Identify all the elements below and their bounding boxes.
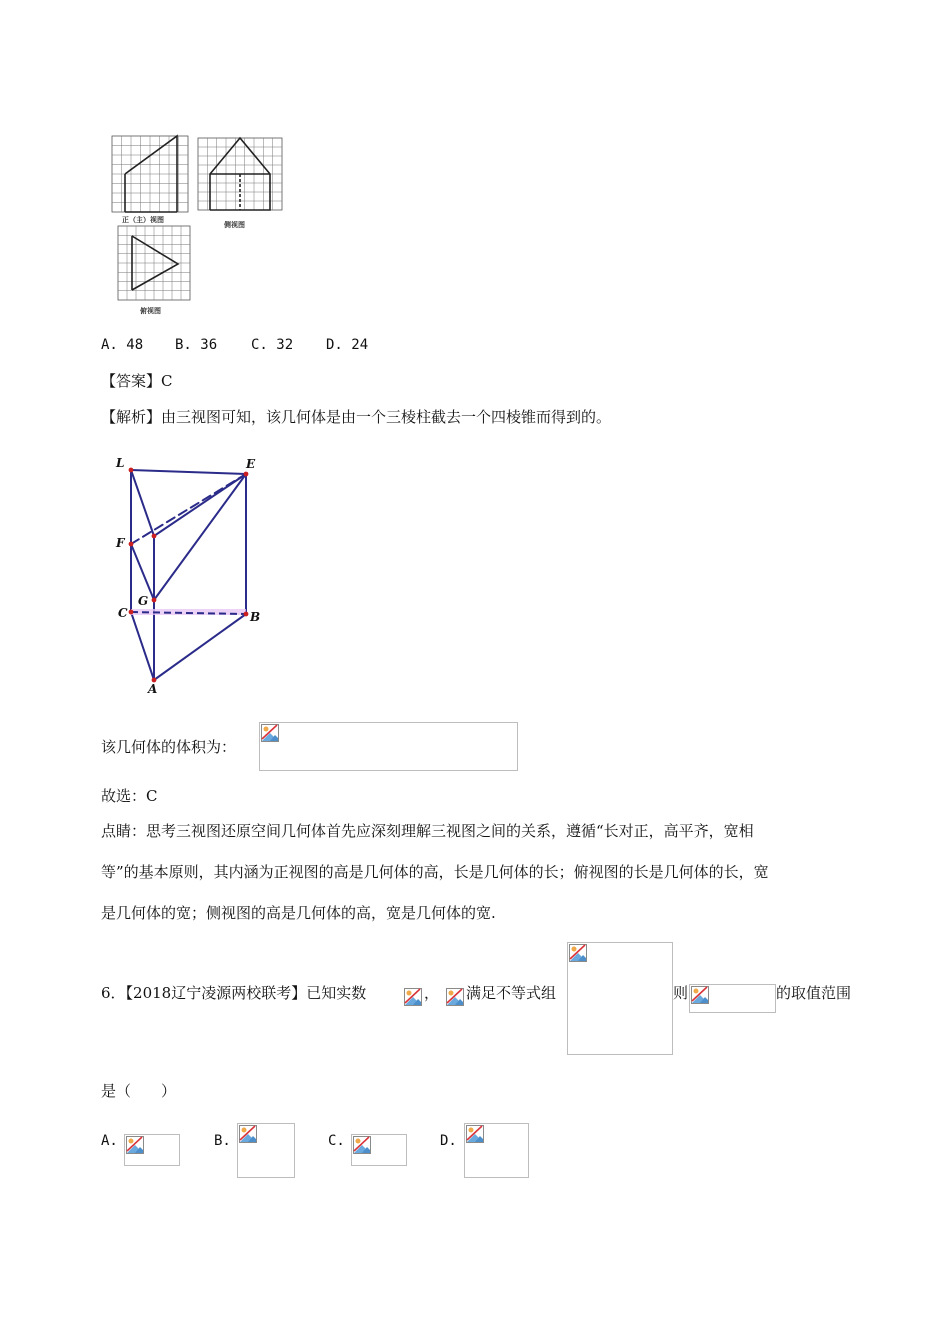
- point-label-E: E: [246, 457, 256, 471]
- volume-formula-image: [259, 722, 518, 771]
- point-label-C: C: [118, 606, 128, 620]
- q5-option-d: D. 24: [326, 337, 369, 353]
- q6-option-b-image: [237, 1123, 295, 1178]
- q6-mid: 满足不等式组: [466, 984, 557, 1002]
- top-view-caption: 俯视图: [140, 307, 161, 315]
- point-label-L: L: [116, 456, 125, 470]
- q6-prefix: 6．【2018辽宁凌源两校联考】已知实数: [101, 984, 367, 1002]
- side-view-caption: 侧视图: [224, 221, 245, 229]
- point-label-G: G: [138, 594, 149, 608]
- q6-option-a-label: A.: [101, 1133, 118, 1149]
- choose-line: 故选：C: [101, 787, 158, 805]
- broken-image-icon: [691, 986, 709, 1004]
- inequality-system-image: [567, 942, 673, 1055]
- broken-image-icon: [466, 1125, 484, 1143]
- q6-comma: ，: [424, 984, 440, 1002]
- point-label-A: A: [148, 682, 158, 696]
- var-x-image: [404, 988, 424, 1008]
- broken-image-icon: [126, 1136, 144, 1154]
- q6-option-b-label: B.: [214, 1133, 231, 1149]
- volume-text: 该几何体的体积为：: [101, 738, 237, 756]
- front-view-caption: 正（主）视图: [122, 216, 164, 224]
- point-label-F: F: [116, 536, 125, 550]
- var-y-image: [446, 988, 466, 1008]
- analysis-line: 【解析】由三视图可知，该几何体是由一个三棱柱截去一个四棱锥而得到的。: [101, 408, 612, 426]
- q6-option-c-label: C.: [328, 1133, 345, 1149]
- comment-line-3: 是几何体的宽；侧视图的高是几何体的高，宽是几何体的宽.: [101, 904, 496, 922]
- q6-option-a-image: [124, 1134, 180, 1166]
- three-view-figure: [100, 128, 298, 320]
- q6-option-d-label: D.: [440, 1133, 457, 1149]
- q5-option-a: A. 48: [101, 337, 144, 353]
- q5-option-c: C. 32: [251, 337, 294, 353]
- solid-drawing: [110, 452, 270, 702]
- broken-image-icon: [569, 944, 587, 962]
- q5-option-b: B. 36: [175, 337, 218, 353]
- target-expression-image: [689, 984, 776, 1013]
- comment-line-1: 点睛：思考三视图还原空间几何体首先应深刻理解三视图之间的关系，遵循“长对正，高平齐，宽相: [101, 822, 754, 840]
- comment-line-2: 等”的基本原则，其内涵为正视图的高是几何体的高，长是几何体的长；俯视图的长是几何体的长，宽: [101, 863, 769, 881]
- q6-suffix: 的取值范围: [776, 984, 852, 1002]
- answer-line: 【答案】C: [101, 372, 173, 390]
- broken-image-icon: [404, 988, 422, 1006]
- q6-option-d-image: [464, 1123, 529, 1178]
- broken-image-icon: [446, 988, 464, 1006]
- broken-image-icon: [353, 1136, 371, 1154]
- q6-line2: 是（ ）: [101, 1082, 177, 1100]
- broken-image-icon: [239, 1125, 257, 1143]
- point-label-B: B: [250, 610, 261, 624]
- q6-option-c-image: [351, 1134, 407, 1166]
- broken-image-icon: [261, 724, 279, 742]
- solid-figure: [110, 452, 270, 702]
- q6-then: 则: [673, 984, 689, 1002]
